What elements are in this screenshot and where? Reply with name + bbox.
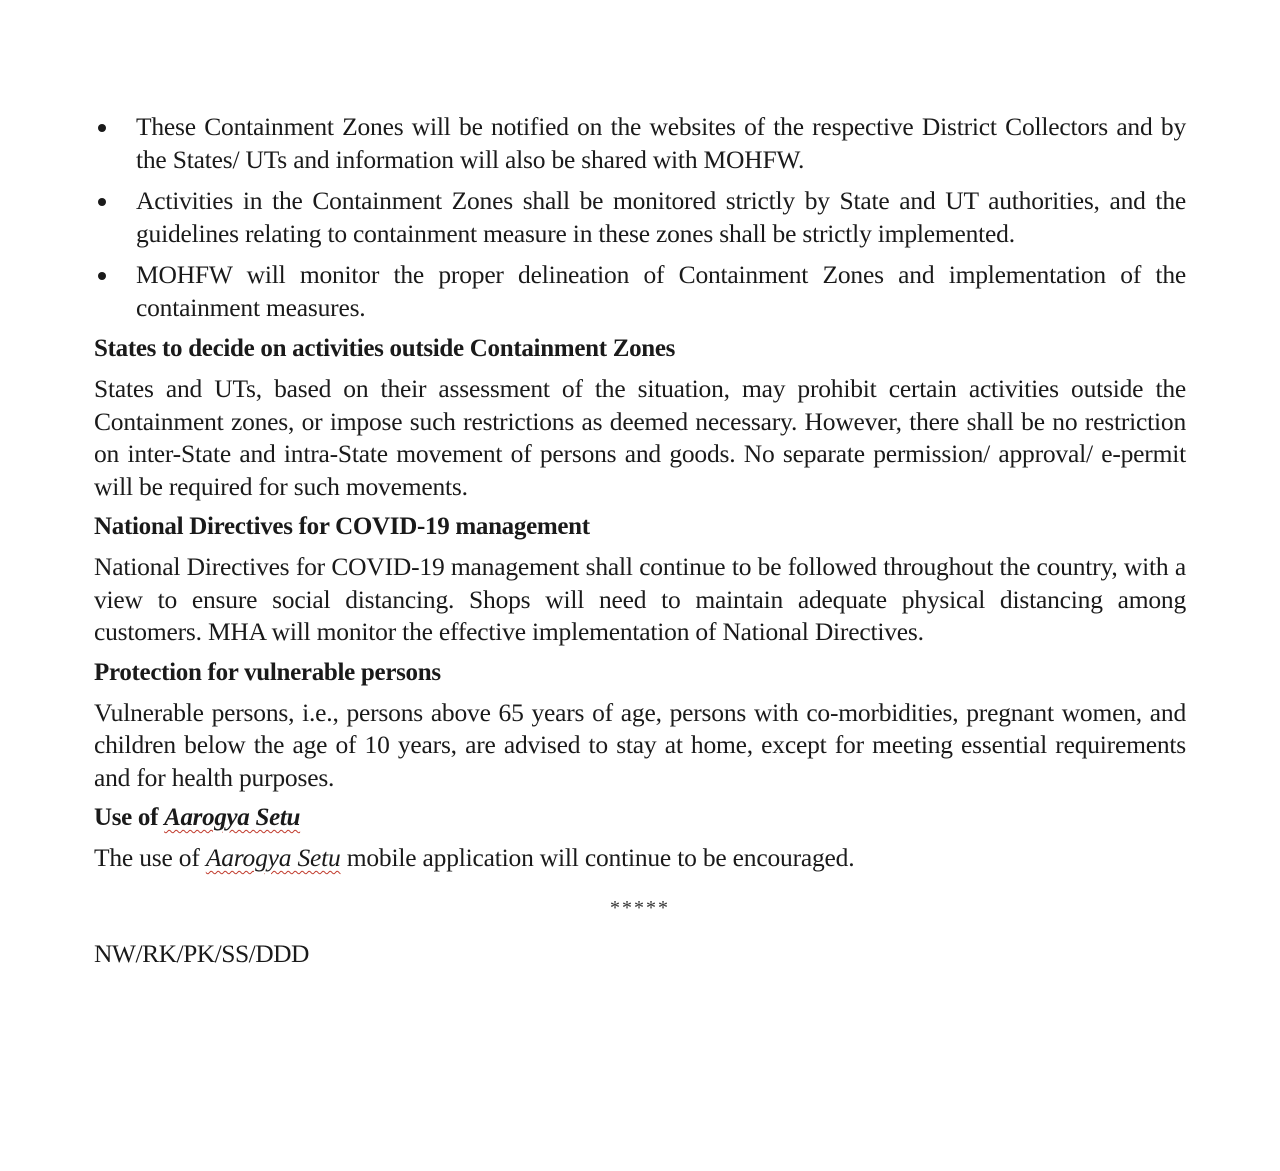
section-body: Vulnerable persons, i.e., persons above 65 years of age, persons with co-morbidities, pregnant women, and children below the age of 10 years, are advised to stay at home, except for meeting essential requirements and for health purposes. [94,697,1186,792]
containment-bullet-list [94,111,1186,324]
section-national-directives [94,511,1186,649]
bullet-item-notification [94,111,1186,176]
bullet-item-mohfw [94,259,1186,324]
section-vulnerable-persons [94,657,1186,795]
bullet-icon [98,272,106,280]
heading-prefix: Use of [94,804,165,831]
section-heading [94,802,1186,834]
document-page [94,111,1186,970]
bullet-text: Activities in the Containment Zones shall be monitored strictly by State and UT authorities, and the guidelines relating to containment measure in these zones shall be strictly implemented. [136,186,1186,248]
body-suffix: mobile application will continue to be encouraged. [340,843,855,872]
section-heading: National Directives for COVID-19 management [94,513,590,540]
section-body: National Directives for COVID-19 management shall continue to be followed throughout the country, with a view to ensure social distancing. Shops will need to maintain adequate physical distancing among customers. MHA will monitor the effective implementation of National Directives. [94,552,1186,646]
bullet-icon [98,124,106,132]
bullet-text: MOHFW will monitor the proper delineation of Containment Zones and implementation of the containment measures. [136,260,1186,322]
section-aarogya-setu [94,802,1186,875]
bullet-text: These Containment Zones will be notified on the websites of the respective District Collectors and by the States/ UTs and information will also be shared with MOHFW. [136,112,1186,174]
section-body [94,842,1186,875]
app-name-inline: Aarogya Setu [205,843,341,872]
section-outside-containment [94,333,1186,503]
section-heading: Protection for vulnerable persons [94,658,441,686]
reference-code: NW/RK/PK/SS/DDD [94,938,309,968]
section-heading: States to decide on activities outside Containment Zones [94,335,676,362]
end-separator [94,897,1186,920]
separator-stars: ***** [610,896,670,919]
bullet-item-monitoring [94,185,1186,250]
body-prefix: The use of [94,843,206,872]
app-name: Aarogya Setu [164,804,301,831]
section-body: States and UTs, based on their assessment of the situation, may prohibit certain activities outside the Containment zones, or impose such restrictions as deemed necessary. However, there shall be no restriction on inter-State and intra-State movement of persons and goods. No separate permission/ approval/ e-permit will be required for such movements. [94,374,1186,501]
bullet-icon [98,198,106,206]
